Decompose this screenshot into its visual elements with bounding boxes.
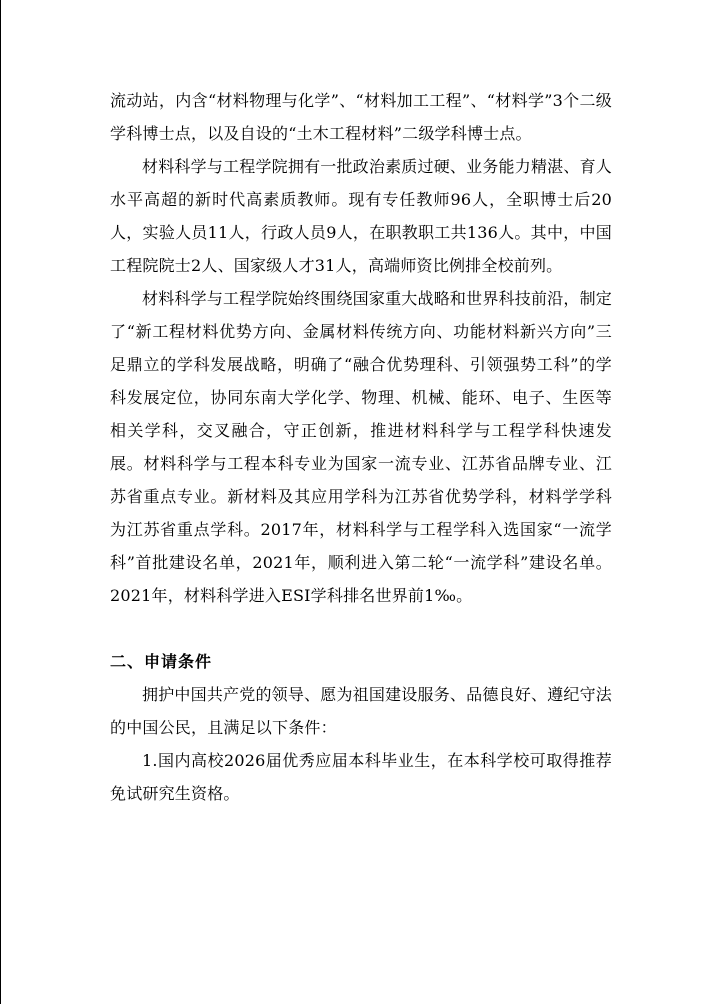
paragraph-condition-1: 1.国内高校2026届优秀应届本科毕业生，在本科学校可取得推荐免试研究生资格。 bbox=[110, 751, 612, 803]
section-heading-application-conditions: 二、申请条件 bbox=[110, 652, 213, 671]
section-spacer bbox=[110, 612, 612, 645]
document-body bbox=[110, 84, 612, 810]
page-left-border bbox=[0, 0, 1, 1004]
paragraph-eligibility-intro: 拥护中国共产党的领导、愿为祖国建设服务、品德良好、遵纪守法的中国公民，且满足以下条件： bbox=[110, 685, 612, 737]
paragraph-faculty: 材料科学与工程学院拥有一批政治素质过硬、业务能力精湛、育人水平高超的新时代高素质教师。现有专任教师96人，全职博士后20人，实验人员11人，行政人员9人，在职教职工共136人。其中，中国工程院院士2人、国家级人才31人，高端师资比例排全校前列。 bbox=[110, 157, 612, 275]
paragraph-strategy: 材料科学与工程学院始终围绕国家重大战略和世界科技前沿，制定了“新工程材料优势方向、金属材料传统方向、功能材料新兴方向”三足鼎立的学科发展战略，明确了“融合优势理科、引领强势工科”的学科发展定位，协同东南大学化学、物理、机械、能环、电子、生医等相关学科，交叉融合，守正创新，推进材料科学与工程学科快速发展。材料科学与工程本科专业为国家一流专业、江苏省品牌专业、江苏省重点专业。新材料及其应用学科为江苏省优势学科，材料学学科为江苏省重点学科。2017年，材料科学与工程学科入选国家“一流学科”首批建设名单，2021年，顺利进入第二轮“一流学科”建设名单。2021年，材料科学进入ESI学科排名世界前1‰。 bbox=[110, 289, 612, 605]
paragraph-discipline-stations: 流动站，内含“材料物理与化学”、“材料加工工程”、“材料学”3个二级学科博士点，以及自设的“土木工程材料”二级学科博士点。 bbox=[110, 91, 612, 143]
